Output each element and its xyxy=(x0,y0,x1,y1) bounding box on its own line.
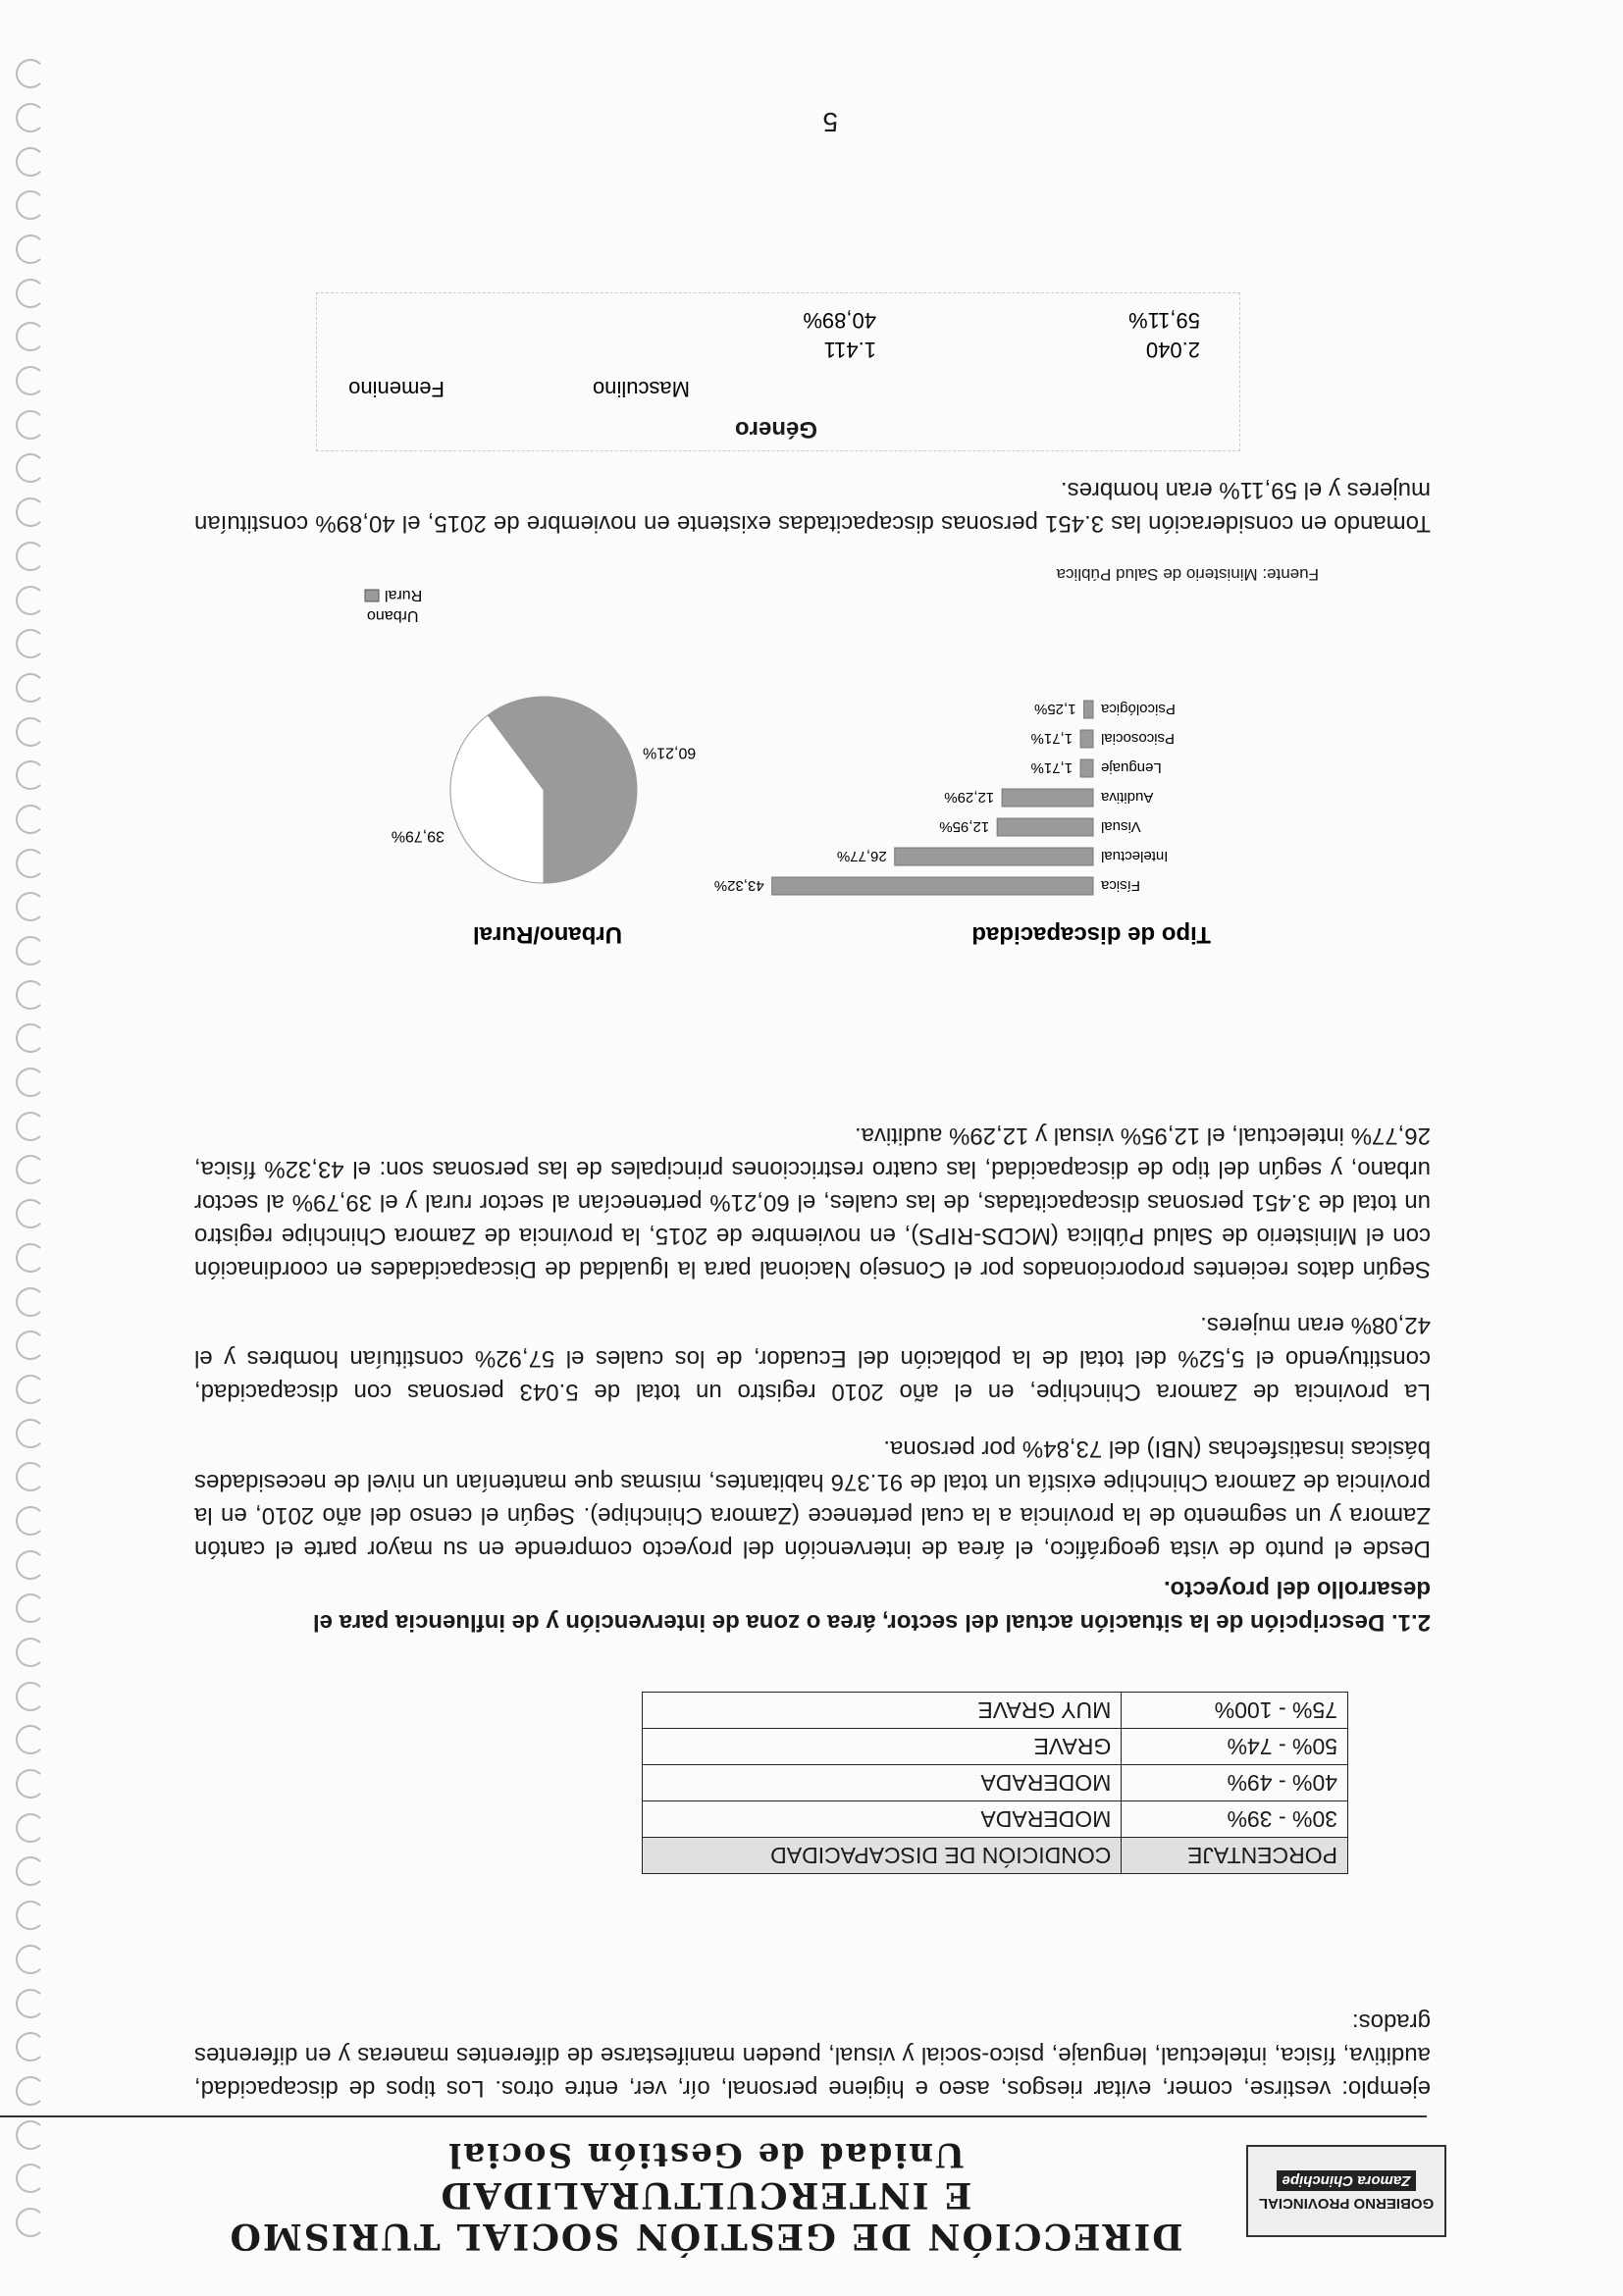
intro-paragraph: ejemplo: vestirse, comer, evitar riesgos, aseo e higiene personal, oír, ver, entre otros. Los tipos de discapacidad, auditiva, física, intelectual, lenguaje, psico-social y visual, pueden manifestarse de diferentes maneras y en diferentes grados: xyxy=(194,2009,1431,2102)
disability-charts xyxy=(347,584,1230,966)
header-cell: PORCENTAJE xyxy=(1122,1838,1348,1874)
legend-rural: Rural xyxy=(385,587,423,603)
bar-category-label: Lenguaje xyxy=(1101,759,1162,776)
bar-value-label: 12,29% xyxy=(944,789,995,806)
bar xyxy=(1084,701,1093,718)
gender-grid xyxy=(317,293,1239,411)
table-row xyxy=(643,1729,1348,1765)
table-row xyxy=(643,1765,1348,1801)
gender-percent-masculino: 59,11% xyxy=(1128,308,1200,333)
pie-series xyxy=(392,697,696,883)
gender-label-masculino: Masculino xyxy=(592,377,690,401)
bar-category-label: Visual xyxy=(1101,818,1141,835)
logo xyxy=(1246,2145,1446,2237)
bar xyxy=(1080,730,1093,748)
gender-label-femenino: Femenino xyxy=(348,377,445,401)
table-row xyxy=(643,1801,1348,1838)
pie-legend xyxy=(365,587,422,624)
table-cell: 30% - 39% xyxy=(1122,1801,1348,1838)
bar-category-label: Intelectual xyxy=(1101,848,1169,864)
bar-chart-title: Tipo de discapacidad xyxy=(971,921,1211,948)
legend-rural-swatch xyxy=(365,590,379,601)
logo-brand: Zamora Chinchipe xyxy=(1277,2170,1417,2191)
title-line2: E INTERCULTURALIDAD xyxy=(439,2174,972,2216)
paragraph-2015: Según datos recientes proporcionados por el Consejo Nacional para la Igualdad de Discapacidades en coordinación con el Ministerio de Salud Pública (MCDS-RIPS), en noviembre de 2015, la provincia de Zamora Chinchipe registro un total de 3.451 personas discapacitadas, de las cuales, el 60,21% pertenecían al sector rural y el 39,79% al sector urbano, y según del tipo de discapacidad, las cuatro restricciones principales de las personas son: el 43,32% física, 26,77% intelectual, el 12,95% visual y 12,29% auditiva. xyxy=(194,1122,1431,1282)
table-cell: MODERADA xyxy=(643,1801,1122,1838)
bar-category-label: Física xyxy=(1101,877,1141,894)
grades-table xyxy=(642,1692,1348,1874)
page-number: 5 xyxy=(822,107,838,137)
gender-count-masculino: 2.040 xyxy=(1145,338,1200,362)
bar-value-label: 12,95% xyxy=(939,818,990,835)
pie-chart-title: Urbano/Rural xyxy=(472,921,622,948)
table-cell: 75% - 100% xyxy=(1122,1693,1348,1729)
bar xyxy=(997,818,1093,836)
bar-category-label: Psicosocial xyxy=(1101,730,1176,747)
bar xyxy=(895,848,1093,865)
paragraph-geographic: Desde el punto de vista geográfico, el área de intervención del proyecto comprende en su mayor parte el cantón Zamora y un segmento de la provincia a la cual pertenece (Zamora Chinchipe). Según el censo del año 2010, en la provincia de Zamora Chinchipe existía un total de 91.376 habitantes, mismas que mantenían un nivel de necesidades básicas insatisfechas (NBI) del 73,84% por persona. xyxy=(194,1435,1431,1562)
closing-paragraph: Tomando en consideración las 3.451 personas discapacitadas existente en noviembre de 2015, el 40,89% constituían mujeres y el 59,11% eran hombres. xyxy=(194,477,1431,537)
bar xyxy=(772,877,1093,895)
letterhead xyxy=(171,2119,1446,2257)
title-line3: Unidad de Gestión Social xyxy=(446,2135,965,2174)
gender-title: Género xyxy=(734,416,817,443)
bar-series xyxy=(714,701,1176,895)
table-cell: 40% - 49% xyxy=(1122,1765,1348,1801)
pie-value-label: 39,79% xyxy=(391,827,445,845)
header-divider xyxy=(0,2115,1427,2117)
gender-table xyxy=(316,292,1240,451)
logo-line1: GOBIERNO PROVINCIAL xyxy=(1258,2195,1435,2212)
bar-value-label: 1,71% xyxy=(1030,730,1073,747)
section-heading: 2.1. Descripción de la situación actual del sector, área o zona de intervención y de influencia para el desarrollo del proyecto. xyxy=(312,1576,1431,1636)
table-cell: MUY GRAVE xyxy=(643,1693,1122,1729)
bar xyxy=(1002,789,1093,807)
gender-count-femenino: 1.411 xyxy=(823,338,876,362)
spiral-binding xyxy=(10,59,45,2237)
source-note: Fuente: Ministerio de Salud Pública xyxy=(1056,565,1319,584)
bar-category-label: Auditiva xyxy=(1101,789,1154,806)
table-cell: GRAVE xyxy=(643,1729,1122,1765)
bar-value-label: 1,25% xyxy=(1034,701,1076,717)
paragraph-2010: La provincia de Zamora Chinchipe, en el año 2010 registro un total de 5.043 personas con discapacidad, constituyendo el 5,52% del total de la población del Ecuador, de los cuales el 57,92% constituían hombres y el 42,08% eran mujeres. xyxy=(194,1312,1431,1405)
legend-urbano: Urbano xyxy=(367,607,419,624)
letterhead-title xyxy=(190,2135,1221,2257)
bar xyxy=(1080,759,1093,777)
header-cell: CONDICIÓN DE DISCAPACIDAD xyxy=(643,1838,1122,1874)
pie-value-label: 60,21% xyxy=(642,744,697,761)
title-line1: DIRECCIÓN DE GESTIÓN SOCIAL TURISMO xyxy=(228,2216,1183,2257)
table-header-row xyxy=(643,1838,1348,1874)
table-row xyxy=(643,1693,1348,1729)
bar-value-label: 1,71% xyxy=(1030,759,1073,776)
bar-value-label: 43,32% xyxy=(713,877,764,894)
gender-percent-femenino: 40,89% xyxy=(803,308,876,333)
bar-value-label: 26,77% xyxy=(836,848,887,864)
bar-category-label: Psicológica xyxy=(1101,701,1176,717)
table-cell: MODERADA xyxy=(643,1765,1122,1801)
table-cell: 50% - 74% xyxy=(1122,1729,1348,1765)
